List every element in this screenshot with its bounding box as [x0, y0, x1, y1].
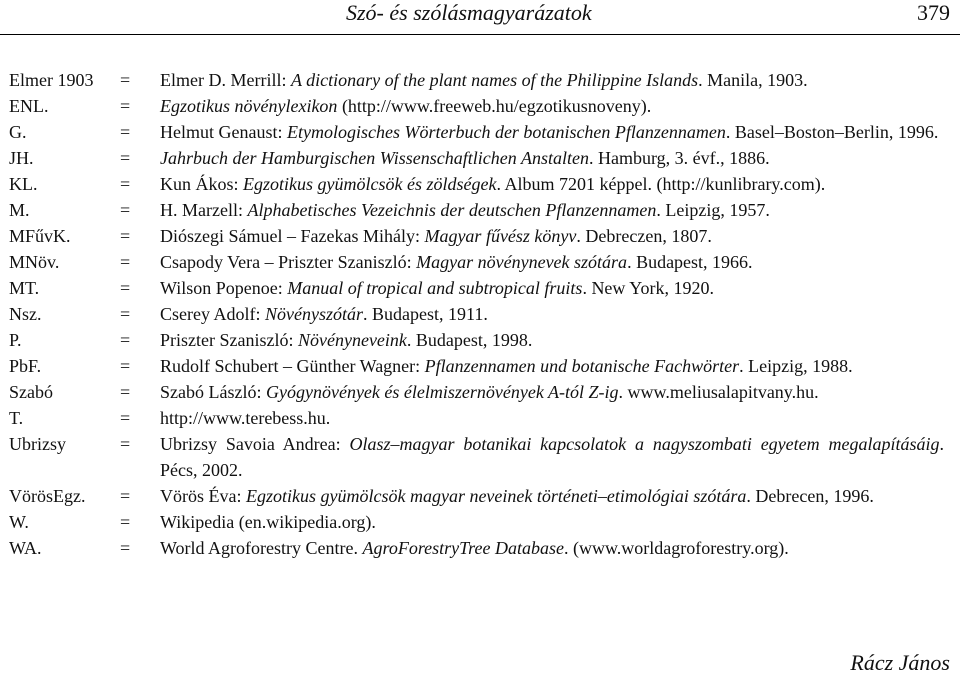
entry-description — [160, 379, 944, 405]
entry-equals-sign: = — [120, 538, 131, 558]
entry-title-italic: Növényszótár — [265, 304, 363, 324]
entry-text: . (www.worldagroforestry.org). — [563, 538, 789, 558]
author-signature: Rácz János — [850, 650, 950, 675]
entry-text: Wikipedia (en.wikipedia.org). — [160, 512, 376, 532]
entry-equals-sign: = — [120, 304, 131, 324]
entry-equals-sign: = — [120, 96, 131, 116]
entry-description — [160, 535, 944, 561]
entry-abbreviation: JH. — [9, 148, 34, 168]
entry-equals-sign: = — [120, 330, 131, 350]
entry-text: . Manila, 1903. — [698, 70, 808, 90]
entry-description — [160, 275, 944, 301]
abbreviation-entry — [0, 145, 960, 171]
entry-abbreviation: Nsz. — [9, 304, 42, 324]
entry-description — [160, 509, 944, 535]
entry-equals-sign: = — [120, 148, 131, 168]
entry-description — [160, 483, 944, 509]
entry-text: . Budapest, 1998. — [406, 330, 533, 350]
entry-text: . Hamburg, 3. évf., 1886. — [588, 148, 770, 168]
entry-description — [160, 249, 944, 275]
entry-abbreviation: WA. — [9, 538, 42, 558]
entry-title-italic: AgroForestryTree Database — [362, 538, 564, 558]
entry-text: . Leipzig, 1988. — [739, 356, 853, 376]
abbreviation-entry — [0, 405, 960, 431]
header-divider — [0, 34, 960, 35]
abbreviation-entry — [0, 275, 960, 301]
entry-title-italic: Pflanzennamen und botanische Fachwörter — [424, 356, 740, 376]
abbreviation-entry — [0, 171, 960, 197]
abbreviation-entry — [0, 535, 960, 561]
entry-text: Wilson Popenoe: — [160, 278, 288, 298]
entry-title-italic: Manual of tropical and subtropical fruits — [287, 278, 583, 298]
entry-title-italic: Etymologisches Wörterbuch der botanischen Pflanzennamen — [286, 122, 726, 142]
entry-text: . www.meliusalapitvany.hu. — [618, 382, 819, 402]
entry-equals-sign: = — [120, 486, 131, 506]
entry-title-italic: Növényneveink — [297, 330, 407, 350]
entry-description — [160, 119, 944, 145]
entry-description — [160, 431, 944, 483]
abbreviation-entry — [0, 509, 960, 535]
abbreviation-entry — [0, 353, 960, 379]
entry-abbreviation: Szabó — [9, 382, 53, 402]
entry-description — [160, 353, 944, 379]
entry-text: http://www.terebess.hu. — [160, 408, 331, 428]
entry-equals-sign: = — [120, 252, 131, 272]
abbreviation-entry — [0, 249, 960, 275]
entry-abbreviation: MT. — [9, 278, 40, 298]
abbreviation-entry — [0, 223, 960, 249]
entry-equals-sign: = — [120, 278, 131, 298]
entry-text: . Pécs, 2002. — [160, 434, 944, 480]
entry-equals-sign: = — [120, 200, 131, 220]
entry-abbreviation: ENL. — [9, 96, 49, 116]
entry-abbreviation: VörösEgz. — [9, 486, 86, 506]
entry-description — [160, 171, 944, 197]
entry-text: Ubrizsy Savoia Andrea: — [160, 434, 350, 454]
entry-description — [160, 327, 944, 353]
entry-text: . Leipzig, 1957. — [656, 200, 770, 220]
entry-text: Csapody Vera – Priszter Szaniszló: — [160, 252, 417, 272]
entry-title-italic: Egzotikus gyümölcsök magyar neveinek történeti–etimológiai szótára — [245, 486, 747, 506]
entry-text: Vörös Éva: — [160, 486, 246, 506]
entry-text: Szabó László: — [160, 382, 266, 402]
entry-text: . Debrecen, 1996. — [746, 486, 874, 506]
entry-text: (http://www.freeweb.hu/egzotikusnoveny). — [337, 96, 652, 116]
entry-title-italic: Alphabetisches Vezeichnis der deutschen Pflanzennamen — [247, 200, 657, 220]
entry-equals-sign: = — [120, 408, 131, 428]
entry-abbreviation: MFűvK. — [9, 226, 71, 246]
entry-text: Diószegi Sámuel – Fazekas Mihály: — [160, 226, 425, 246]
abbreviation-entry — [0, 119, 960, 145]
entry-abbreviation: Ubrizsy — [9, 434, 66, 454]
entry-equals-sign: = — [120, 226, 131, 246]
entry-text: . Album 7201 képpel. (http://kunlibrary.com). — [496, 174, 826, 194]
entry-text: Helmut Genaust: — [160, 122, 287, 142]
page-number: 379 — [917, 0, 950, 25]
entry-abbreviation: KL. — [9, 174, 38, 194]
entry-text: . Basel–Boston–Berlin, 1996. — [725, 122, 939, 142]
entry-text: World Agroforestry Centre. — [160, 538, 363, 558]
entry-abbreviation: T. — [9, 408, 24, 428]
entry-abbreviation: M. — [9, 200, 30, 220]
entry-description — [160, 67, 944, 93]
entry-abbreviation: MNöv. — [9, 252, 60, 272]
entry-equals-sign: = — [120, 70, 131, 90]
abbreviation-entry — [0, 301, 960, 327]
entry-text: . Budapest, 1966. — [627, 252, 753, 272]
entry-description — [160, 223, 944, 249]
entry-text: Elmer D. Merrill: — [160, 70, 291, 90]
entry-text: Priszter Szaniszló: — [160, 330, 298, 350]
abbreviation-entry — [0, 197, 960, 223]
entry-text: Cserey Adolf: — [160, 304, 265, 324]
abbreviation-entry — [0, 379, 960, 405]
abbreviation-entry — [0, 327, 960, 353]
entry-equals-sign: = — [120, 174, 131, 194]
entry-equals-sign: = — [120, 512, 131, 532]
entry-title-italic: Magyar növénynevek szótára — [416, 252, 628, 272]
entry-title-italic: Olasz–magyar botanikai kapcsolatok a nagyszombati egyetem megalapításáig — [349, 434, 940, 454]
entry-abbreviation: G. — [9, 122, 27, 142]
entry-abbreviation: W. — [9, 512, 29, 532]
entry-title-italic: Magyar fűvész könyv — [424, 226, 577, 246]
abbreviation-entry — [0, 67, 960, 93]
abbreviation-entry — [0, 483, 960, 509]
entry-equals-sign: = — [120, 434, 131, 454]
running-title: Szó- és szólásmagyarázatok — [346, 0, 592, 25]
entry-equals-sign: = — [120, 356, 131, 376]
entry-abbreviation: Elmer 1903 — [9, 70, 94, 90]
entry-description — [160, 301, 944, 327]
entry-text: Rudolf Schubert – Günther Wagner: — [160, 356, 425, 376]
entry-description — [160, 405, 944, 431]
entry-equals-sign: = — [120, 122, 131, 142]
entry-title-italic: Jahrbuch der Hamburgischen Wissenschaftlichen Anstalten — [160, 148, 589, 168]
entry-abbreviation: P. — [9, 330, 22, 350]
entry-text: . Budapest, 1911. — [363, 304, 488, 324]
abbreviation-entry — [0, 431, 960, 483]
entry-equals-sign: = — [120, 382, 131, 402]
page-header — [0, 0, 960, 34]
entry-title-italic: Gyógynövények és élelmiszernövények A-tól Z-ig — [265, 382, 619, 402]
entry-description — [160, 197, 944, 223]
entry-text: H. Marzell: — [160, 200, 248, 220]
entry-title-italic: A dictionary of the plant names of the Philippine Islands — [290, 70, 699, 90]
abbreviation-entry — [0, 93, 960, 119]
entry-text: . New York, 1920. — [582, 278, 714, 298]
abbreviation-list — [0, 67, 960, 561]
entry-description — [160, 145, 944, 171]
entry-title-italic: Egzotikus gyümölcsök és zöldségek — [243, 174, 497, 194]
entry-text: Kun Ákos: — [160, 174, 244, 194]
entry-abbreviation: PbF. — [9, 356, 42, 376]
entry-title-italic: Egzotikus növénylexikon — [160, 96, 338, 116]
entry-description — [160, 93, 944, 119]
entry-text: . Debreczen, 1807. — [576, 226, 712, 246]
